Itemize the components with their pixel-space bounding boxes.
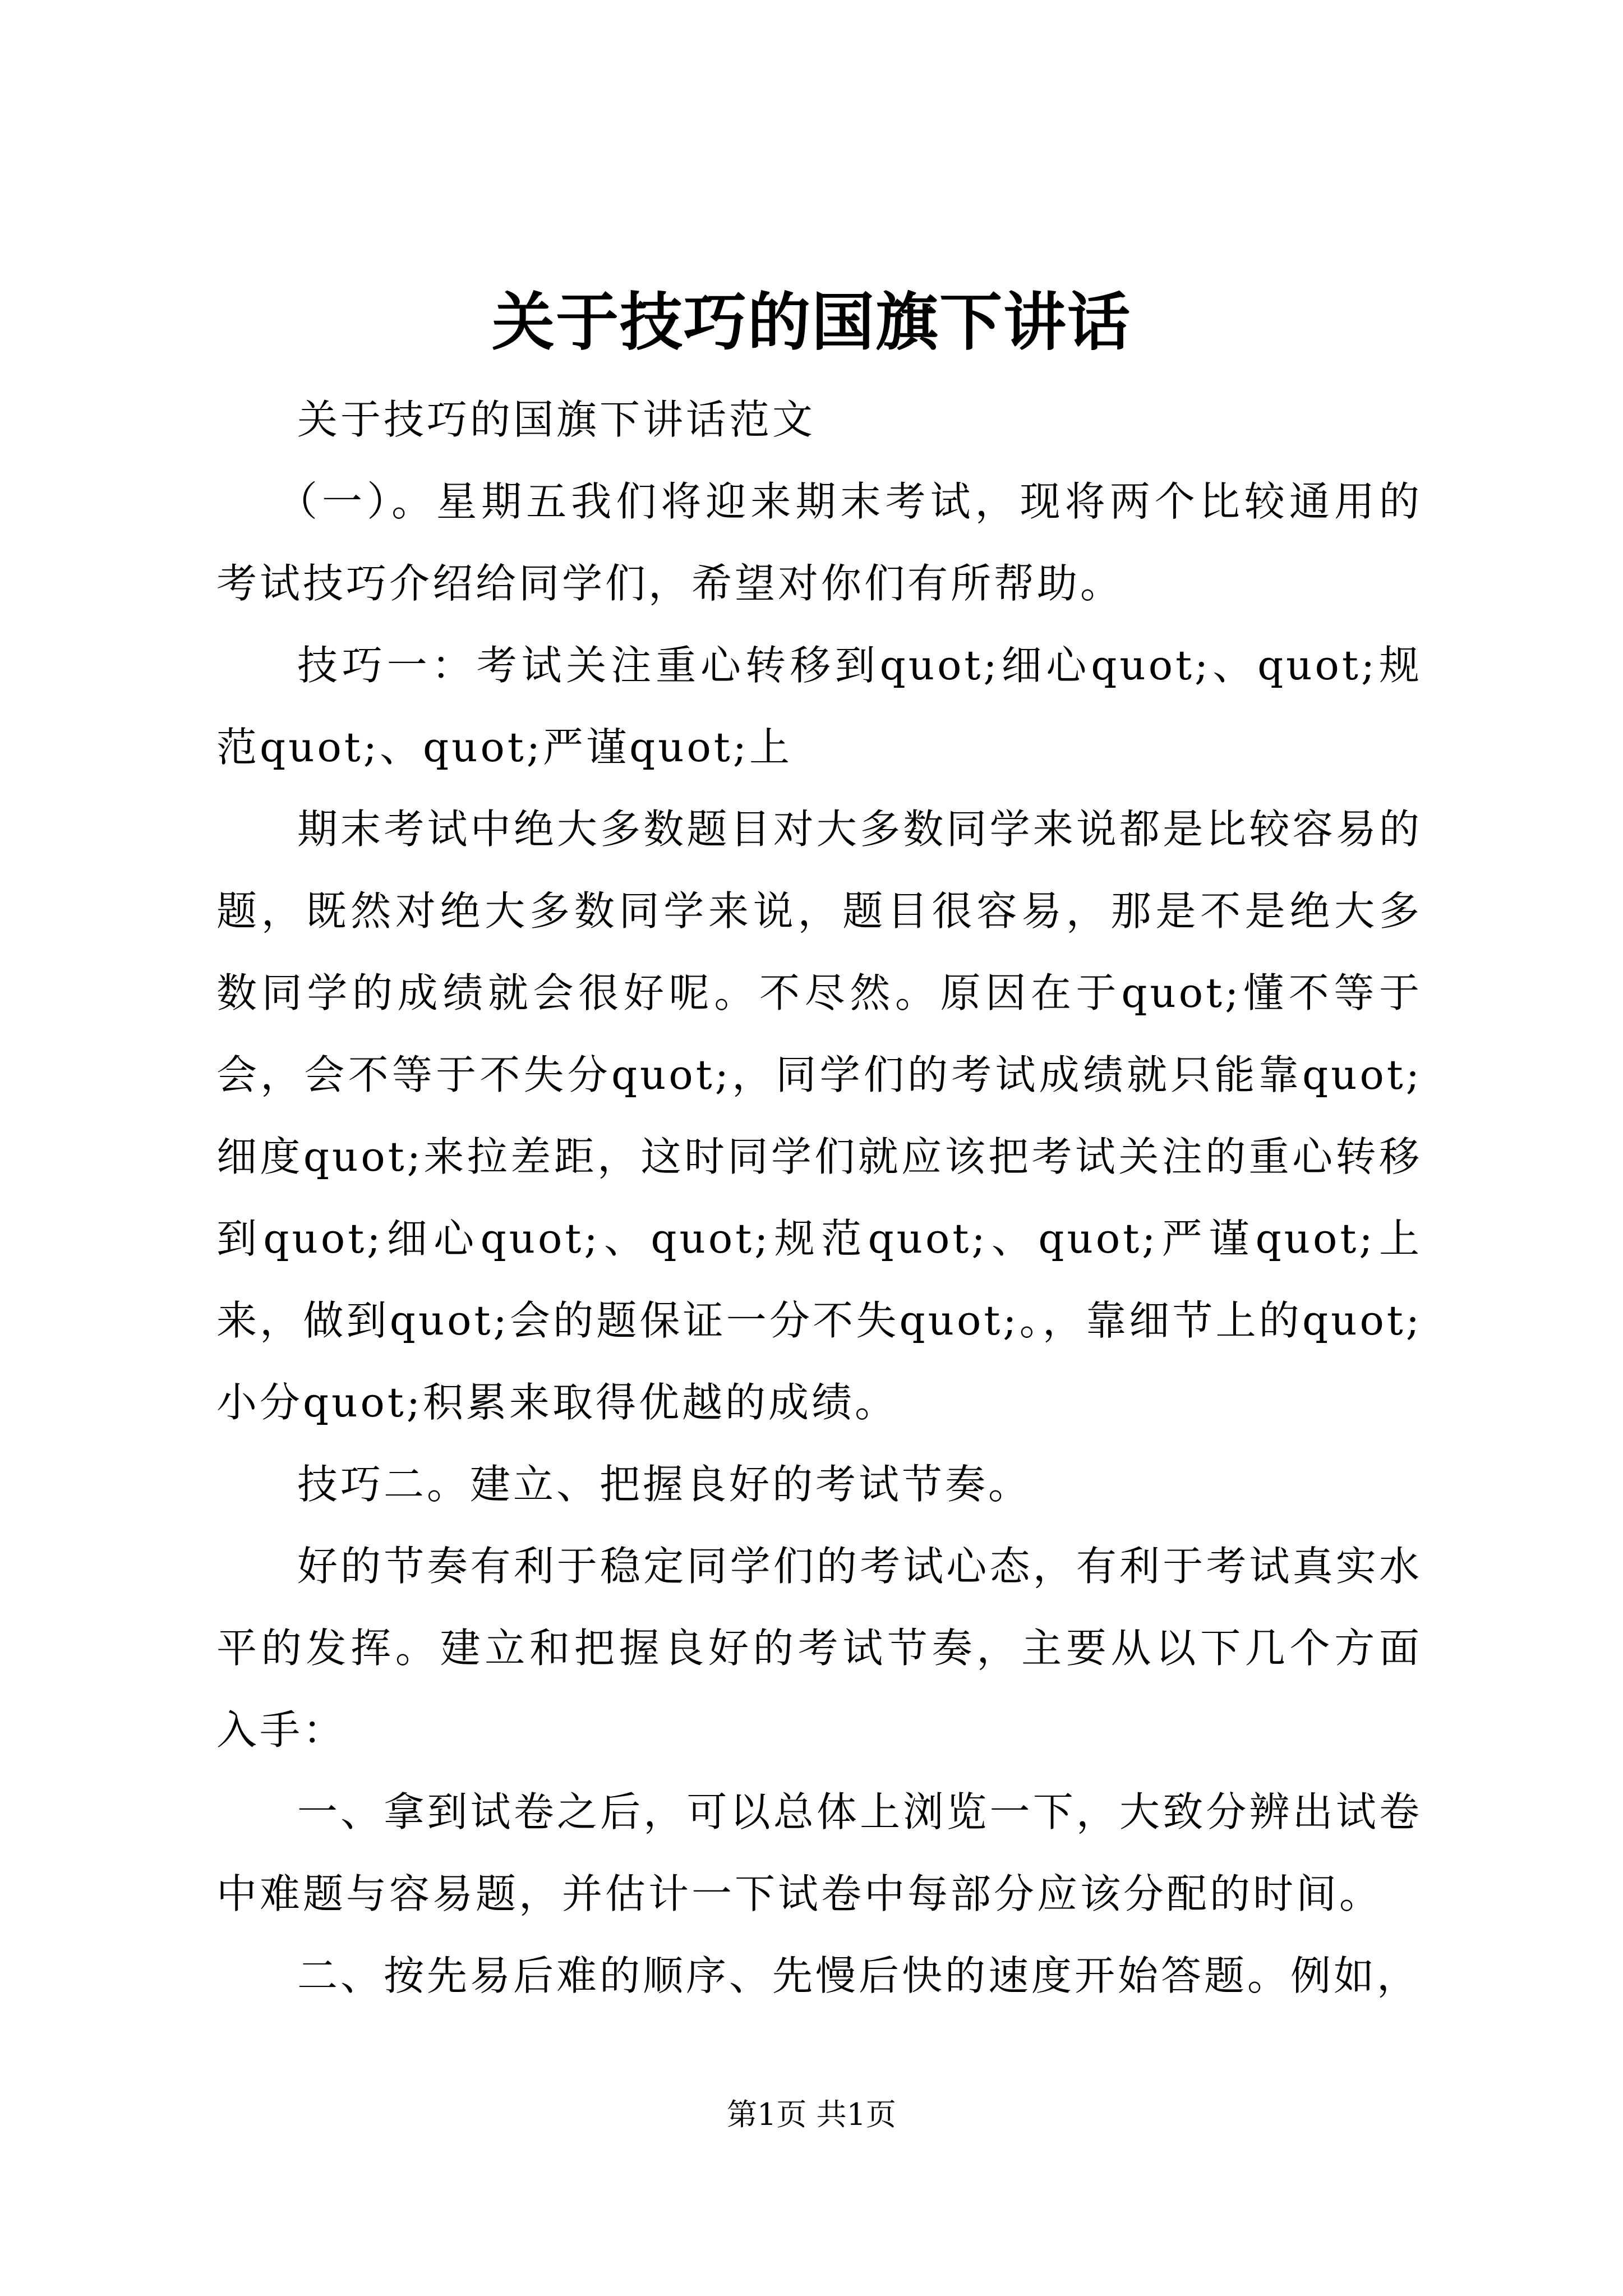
document-body <box>216 379 1422 2017</box>
paragraph: （一）。星期五我们将迎来期末考试，现将两个比较通用的考试技巧介绍给同学们，希望对你们有所帮助。 <box>216 478 1422 607</box>
paragraph: 技巧一：考试关注重心转移到quot;细心quot;、quot;规范quot;、quot;严谨quot;上 <box>216 642 1422 771</box>
paragraph: 一、拿到试卷之后，可以总体上浏览一下，大致分辨出试卷中难题与容易题，并估计一下试卷中每部分应该分配的时间。 <box>216 1788 1422 1917</box>
paragraph: 二、按先易后难的顺序、先慢后快的速度开始答题。例如， <box>297 1952 1421 1999</box>
document-title: 关于技巧的国旗下讲话 <box>492 286 1131 359</box>
page-footer: 第1页 共1页 <box>727 2097 896 2132</box>
paragraph: 好的节奏有利于稳定同学们的考试心态，有利于考试真实水平的发挥。建立和把握良好的考试节奏，主要从以下几个方面入手： <box>216 1543 1422 1754</box>
paragraph: 期末考试中绝大多数题目对大多数同学来说都是比较容易的题，既然对绝大多数同学来说，题目很容易，那是不是绝大多数同学的成绩就会很好呢。不尽然。原因在于quot;懂不等于会，会不等于不失分quot;，同学们的考试成绩就只能靠quot;细度quot;来拉差距，这时同学们就应该把考试关注的重心转移到quot;细心quot;、quot;规范quot;、quot;严谨quot;上来，做到quot;会的题保证一分不失quot;。，靠细节上的quot;小分quot;积累来取得优越的成绩。 <box>216 806 1422 1426</box>
paragraph: 技巧二。建立、把握良好的考试节奏。 <box>297 1461 1032 1508</box>
paragraph-subtitle: 关于技巧的国旗下讲话范文 <box>297 396 816 443</box>
